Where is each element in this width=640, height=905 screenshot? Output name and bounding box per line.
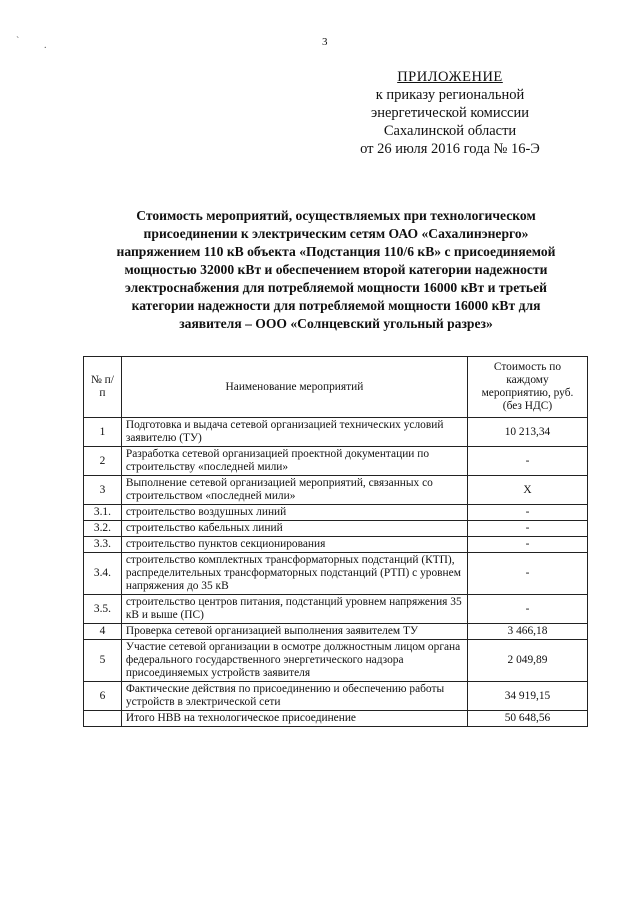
row-name: строительство воздушных линий <box>121 505 467 521</box>
row-name: строительство кабельных линий <box>121 521 467 537</box>
total-num <box>84 711 122 727</box>
table-row <box>84 521 588 537</box>
row-name: Разработка сетевой организацией проектной документации по строительству «последней мили» <box>121 447 467 476</box>
title-line: электроснабжения для потребляемой мощности 16000 кВт и третьей <box>125 280 547 295</box>
table-row <box>84 537 588 553</box>
row-cost: - <box>467 447 587 476</box>
row-cost: - <box>467 505 587 521</box>
row-cost: 2 049,89 <box>467 640 587 682</box>
row-num: 6 <box>84 682 122 711</box>
table-row <box>84 418 588 447</box>
row-cost: - <box>467 537 587 553</box>
total-label: Итого НВВ на технологическое присоединение <box>121 711 467 727</box>
title-line: напряжением 110 кВ объекта «Подстанция 110/6 кВ» с присоединяемой <box>116 244 556 259</box>
row-name: строительство пунктов секционирования <box>121 537 467 553</box>
row-num: 4 <box>84 624 122 640</box>
row-num: 2 <box>84 447 122 476</box>
header-name: Наименование мероприятий <box>121 357 467 418</box>
title-line: категории надежности для потребляемой мощности 16000 кВт для <box>131 298 541 313</box>
row-cost: X <box>467 476 587 505</box>
appendix-block <box>340 68 560 158</box>
row-num: 3.2. <box>84 521 122 537</box>
table-row <box>84 553 588 595</box>
table-header-row <box>84 357 588 418</box>
title-line: Стоимость мероприятий, осуществляемых при технологическом <box>136 208 536 223</box>
appendix-line: Сахалинской области <box>383 123 517 139</box>
row-num: 3.4. <box>84 553 122 595</box>
appendix-line: энергетической комиссии <box>370 105 530 121</box>
table-row <box>84 682 588 711</box>
title-line: присоединении к электрическим сетям ОАО «Сахалинэнерго» <box>143 226 529 241</box>
page-number: 3 <box>322 36 328 48</box>
row-name: Подготовка и выдача сетевой организацией технических условий заявителю (ТУ) <box>121 418 467 447</box>
row-name: строительство комплектных трансформаторных подстанций (КТП), распределительных трансформаторных подстанций (РТП) с уровнем напряжения до 35 кВ <box>121 553 467 595</box>
table-total-row <box>84 711 588 727</box>
total-cost: 50 648,56 <box>467 711 587 727</box>
row-num: 3.3. <box>84 537 122 553</box>
header-cost: Стоимость по каждому мероприятию, руб. (без НДС) <box>467 357 587 418</box>
row-name: Выполнение сетевой организацией мероприятий, связанных со строительством «последней мили» <box>121 476 467 505</box>
appendix-line: к приказу региональной <box>375 87 525 103</box>
row-num: 5 <box>84 640 122 682</box>
row-cost: - <box>467 521 587 537</box>
row-num: 3.1. <box>84 505 122 521</box>
row-cost: 3 466,18 <box>467 624 587 640</box>
table-row <box>84 624 588 640</box>
appendix-heading: ПРИЛОЖЕНИЕ <box>397 69 503 85</box>
table-row <box>84 505 588 521</box>
row-num: 1 <box>84 418 122 447</box>
row-cost: 10 213,34 <box>467 418 587 447</box>
row-name: Проверка сетевой организацией выполнения заявителем ТУ <box>121 624 467 640</box>
row-cost: - <box>467 595 587 624</box>
costs-table <box>83 356 588 727</box>
title-line: заявителя – ООО «Солнцевский угольный разрез» <box>179 316 493 331</box>
row-num: 3 <box>84 476 122 505</box>
row-name: Участие сетевой организации в осмотре должностным лицом органа федерального государственного энергетического надзора присоединяемых устройств заявителя <box>121 640 467 682</box>
row-cost: 34 919,15 <box>467 682 587 711</box>
row-num: 3.5. <box>84 595 122 624</box>
row-cost: - <box>467 553 587 595</box>
title-line: мощностью 32000 кВт и обеспечением второй категории надежности <box>124 262 548 277</box>
scan-mark: ` <box>16 36 20 47</box>
table-row <box>84 447 588 476</box>
row-name: строительство центров питания, подстанций уровнем напряжения 35 кВ и выше (ПС) <box>121 595 467 624</box>
row-name: Фактические действия по присоединению и обеспечению работы устройств в электрической сети <box>121 682 467 711</box>
document-title <box>86 207 586 333</box>
table-row <box>84 476 588 505</box>
appendix-line: от 26 июля 2016 года № 16-Э <box>360 141 540 157</box>
scan-mark: . <box>44 40 47 51</box>
header-num: № п/п <box>84 357 122 418</box>
table-row <box>84 640 588 682</box>
table-row <box>84 595 588 624</box>
